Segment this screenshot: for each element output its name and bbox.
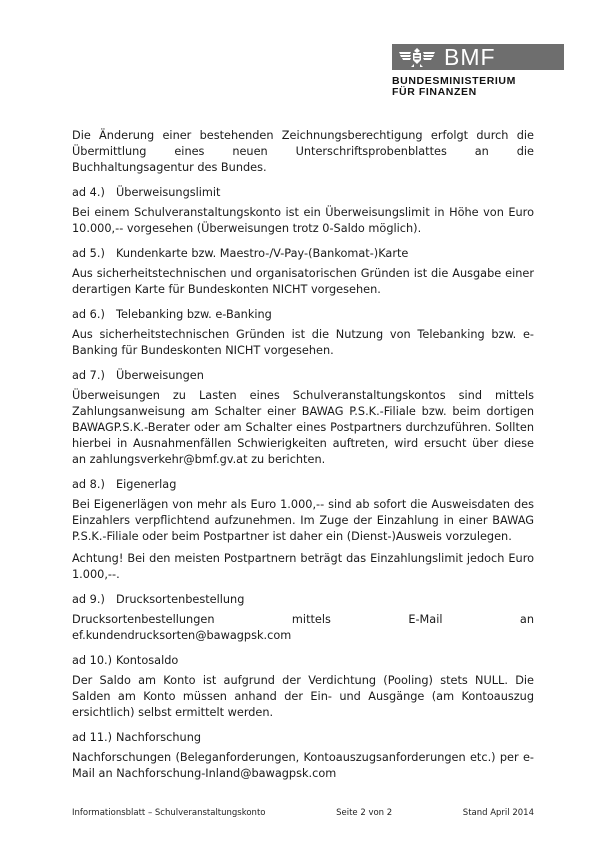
logo-acronym: BMF [444, 44, 496, 70]
section-number: ad 9.) [72, 593, 105, 606]
document-body [72, 128, 534, 782]
section-paragraph: Bei Eigenerlägen von mehr als Euro 1.000,-- sind ab sofort die Ausweisdaten des Einzahlers verpflichtend aufzunehmen. Im Zuge der Einzahlung in einer BAWAG P.S.K.-Filiale oder beim Postpartner ist daher ein (Dienst-)Ausweis vorzulegen. [72, 498, 534, 543]
section-number: ad 4.) [72, 186, 105, 199]
section-paragraph: Aus sicherheitstechnischen und organisatorischen Gründen ist die Ausgabe einer derartigen Karte für Bundeskonten NICHT vorgesehen. [72, 267, 534, 296]
section-title: Überweisungen [116, 369, 204, 382]
section-heading [72, 592, 534, 608]
sections [72, 185, 534, 782]
section-title: Überweisungslimit [116, 186, 221, 199]
section [72, 368, 534, 468]
intro-paragraph: Die Änderung einer bestehenden Zeichnungsberechtigung erfolgt durch die Übermittlung eines neuen Unterschriftsprobenblattes an die Buchhaltungsagentur des Bundes. [72, 129, 534, 174]
section-heading [72, 185, 534, 201]
section-paragraph: Aus sicherheitstechnischen Gründen ist die Nutzung von Telebanking bzw. e-Banking für Bundeskonten NICHT vorgesehen. [72, 328, 534, 357]
section [72, 653, 534, 721]
section-number: ad 7.) [72, 369, 105, 382]
section-heading [72, 730, 534, 746]
section-title: Eigenerlag [116, 478, 177, 491]
section-paragraph: Überweisungen zu Lasten eines Schulveranstaltungskontos sind mittels Zahlungsanweisung am Schalter einer BAWAG P.S.K.-Filiale bzw. beim dortigen BAWAGP.S.K.-Berater oder am Schalter eines Postpartners durchzuführen. Sollten hierbei in Ausnahmenfällen Schwierigkeiten auftreten, wird ersucht über diese an zahlungsverkehr@bmf.gv.at zu berichten. [72, 389, 534, 466]
section [72, 477, 534, 583]
footer-date: Stand April 2014 [462, 808, 534, 818]
section-heading [72, 477, 534, 493]
austrian-eagle-icon [398, 46, 436, 68]
section-paragraph: Achtung! Bei den meisten Postpartnern beträgt das Einzahlungslimit jedoch Euro 1.000,--. [72, 552, 534, 581]
logo-ministry-name [392, 76, 564, 98]
section-number: ad 10.) [72, 654, 113, 667]
section-title: Kundenkarte bzw. Maestro-/V-Pay-(Bankomat-)Karte [116, 247, 409, 260]
section-title: Kontosaldo [116, 654, 179, 667]
section-paragraph: Bei einem Schulveranstaltungskonto ist ein Überweisungslimit in Höhe von Euro 10.000,-- vorgesehen (Überweisungen trotz 0-Saldo möglich). [72, 206, 534, 235]
footer-document-title: Informationsblatt – Schulveranstaltungskonto [72, 808, 266, 818]
section-title: Nachforschung [116, 731, 202, 744]
page-footer [72, 808, 534, 818]
section [72, 185, 534, 237]
section [72, 730, 534, 782]
footer-page-number: Seite 2 von 2 [336, 808, 393, 818]
section-heading [72, 307, 534, 323]
logo-bar [392, 44, 564, 70]
logo-line-2: FÜR FINANZEN [392, 86, 477, 98]
section-number: ad 11.) [72, 731, 113, 744]
section-heading [72, 653, 534, 669]
section-heading [72, 246, 534, 262]
section [72, 592, 534, 644]
section-paragraph: Drucksortenbestellungen mittels E-Mail an ef.kundendrucksorten@bawagpsk.com [72, 613, 534, 642]
section-number: ad 5.) [72, 247, 105, 260]
logo-line-1: BUNDESMINISTERIUM [392, 75, 516, 87]
section [72, 246, 534, 298]
bmf-logo [392, 44, 564, 98]
section-title: Drucksortenbestellung [116, 593, 245, 606]
section-number: ad 6.) [72, 308, 105, 321]
section-paragraph: Der Saldo am Konto ist aufgrund der Verdichtung (Pooling) stets NULL. Die Salden am Konto müssen anhand der Ein- und Ausgänge (am Kontoauszug ersichtlich) selbst ermittelt werden. [72, 674, 534, 719]
section-heading [72, 368, 534, 384]
section [72, 307, 534, 359]
section-number: ad 8.) [72, 478, 105, 491]
section-paragraph: Nachforschungen (Beleganforderungen, Kontoauszugsanforderungen etc.) per e-Mail an Nachforschung-Inland@bawagpsk.com [72, 751, 534, 780]
section-title: Telebanking bzw. e-Banking [116, 308, 272, 321]
